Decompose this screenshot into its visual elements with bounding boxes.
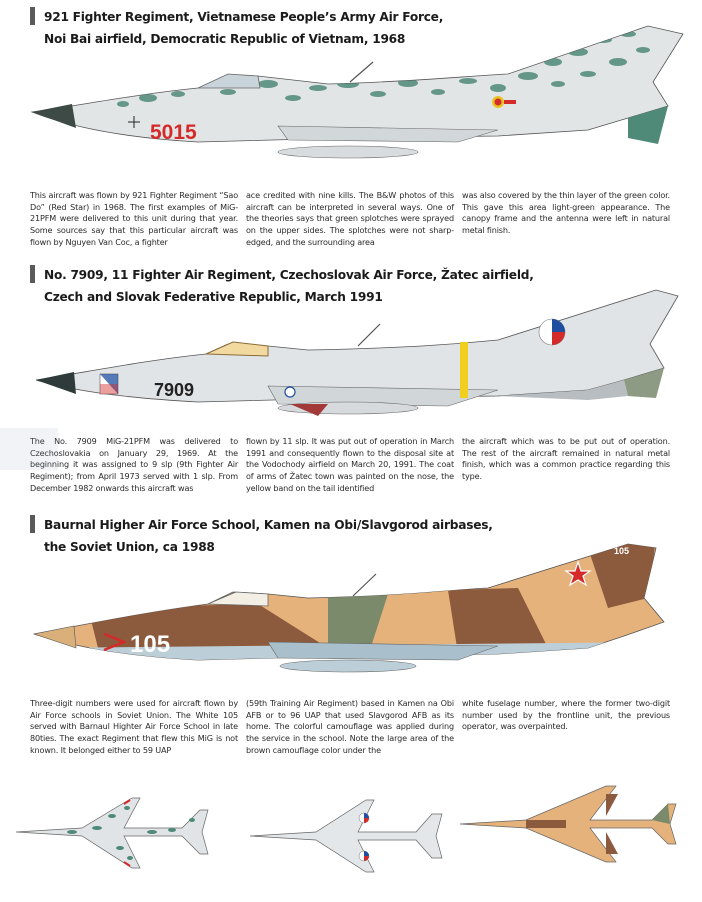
heading-marker [30,515,35,533]
nose-number-7909: 7909 [154,380,195,400]
section-1-heading-line-1: 921 Fighter Regiment, Vietnamese People’s Army Air Force, [44,10,444,24]
section-3-col-2: (59th Training Air Regiment) based in Kamen na Obi AFB or to 96 UAP that used Slavgorod AFB as its home. The colorful camouflage was applied during the service in the school. Note the large area of the brown camouflage color under the [246,698,454,755]
section-2-col-3: the aircraft which was to be put out of operation. The rest of the aircraft remained in natural metal finish, which was a common practice regarding this type. [462,436,670,482]
section-2-text [30,436,670,495]
top-view-vietnam [12,780,212,890]
section-2-col-2: flown by 11 slp. It was put out of operation in March 1991 and consequently flown to the disposal site at the Vodochody airfield on March 20, 1991. The coat of arms of Žatec town was painted on the nose, the yellow band on the tail identified [246,436,454,493]
tail-number-105: 105 [614,546,630,556]
nose-number-105: 105 [130,631,171,658]
section-3-heading-line-2: the Soviet Union, ca 1988 [44,540,215,554]
profile-soviet-105 [28,538,698,690]
section-1-col-2: ace credited with nine kills. The B&W photos of this aircraft can be interpreted in several ways. One of the theories says that green splotches were sprayed on the upper sides. The splotches were not sharp-edged, and the surrounding area [246,190,454,247]
section-2-col-1: The No. 7909 MiG-21PFM was delivered to Czechoslovakia on January 29, 1969. At the beginning it was assigned to 9 slp (9th Fighter Air Regiment); from April 1973 served with 1 slp. From December 1982 onwards this aircraft was [30,436,238,493]
section-3-heading-line-1: Baurnal Higher Air Force School, Kamen na Obi/Slavgorod airbases, [44,518,493,532]
top-view-soviet [456,780,686,870]
profile-czechoslovak-7909 [28,286,698,426]
section-3-col-1: Three-digit numbers were used for aircraft flown by Air Force schools in Soviet Union. The White 105 served with Barnaul Highter Air Force School in late 80ties. The exact Regiment that flew this MiG is not known. It belonged either to 59 UAP [30,698,238,755]
section-3-col-3: white fuselage number, where the former two-digit number used by the frontline unit, the previous operator, was overpainted. [462,698,670,732]
section-2-heading-line-1: No. 7909, 11 Fighter Air Regiment, Czechoslovak Air Force, Žatec airfield, [44,268,534,282]
nose-number-5015: 5015 [150,121,197,144]
top-view-czechoslovak [246,780,446,892]
section-1-text [30,190,670,249]
heading-marker [30,265,35,283]
profile-vietnam-5015 [28,18,698,178]
section-1-col-1: This aircraft was flown by 921 Fighter Regiment “Sao Do” (Red Star) in 1968. The first examples of MiG-21PFM were delivered to this unit during that year. Some sources say that this particular aircraft was flown by Nguyen Van Coc, a fighter [30,190,238,247]
watermark [0,428,58,470]
section-1-col-3: was also covered by the thin layer of the green color. This gave this area light-green appearance. The canopy frame and the antenna were left in natural metal finish. [462,190,670,236]
section-1-heading-line-2: Noi Bai airfield, Democratic Republic of Vietnam, 1968 [44,32,406,46]
section-3-text [30,698,670,757]
section-2-heading-line-2: Czech and Slovak Federative Republic, March 1991 [44,290,383,304]
